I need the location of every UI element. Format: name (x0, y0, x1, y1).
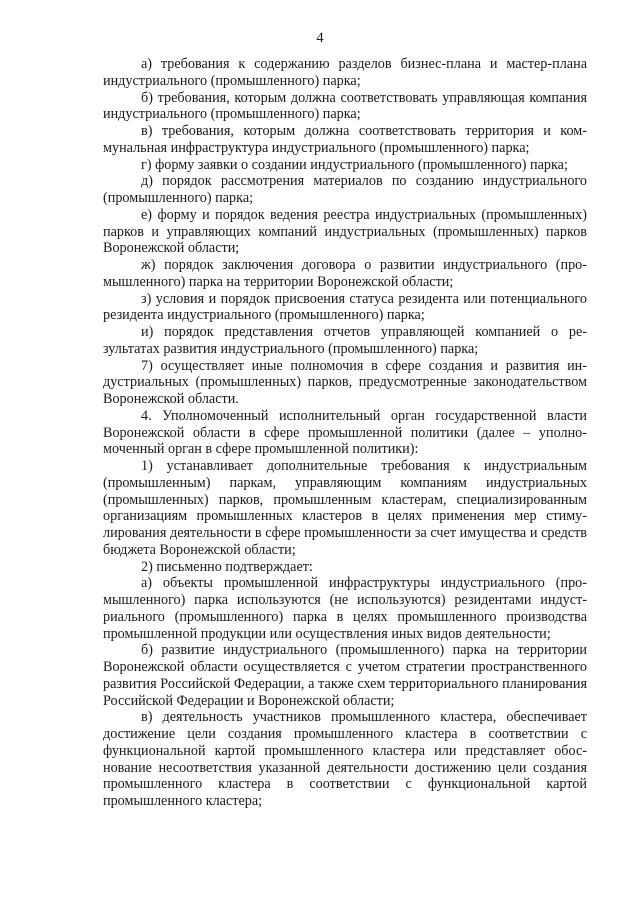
paragraph-subitem-a-infrastructure-use: а) объекты промышленной инфраструктуры индустриального (промышленного) парка используются (не используются) резидентами индустриального (промышленного) парка в целях промышленного производства промышленной продукции или осуществления иных видов деятельности; (103, 575, 587, 642)
paragraph-item-z-resident-status: з) условия и порядок присвоения статуса резидента или потенциального резидента индустриального (промышленного) парка; (103, 290, 587, 324)
paragraph-item-d-review-procedure: д) порядок рассмотрения материалов по созданию индустриального (промышленного) парка; (103, 173, 587, 206)
page-number: 4 (316, 30, 324, 46)
paragraph-subitem-b-spatial-strategy: б) развитие индустриального (промышленного) парка на территории Воронежской области осуществляется с учетом стратегии пространственного развития Российской Федерации, а также схем территориального планирования Российской Федерации и Воронежской области; (103, 642, 587, 709)
paragraph-item-1-additional-requirements: 1) устанавливает дополнительные требования к индустриальным (промышленным) паркам, управляющим компаниям индустриальных (промышленных) парков, промышленным кластерам, специализированным организациям промышленных кластеров в целях применения мер стимулирования деятельности в сфере промышленности за счет имущества и средств бюджета Воронежской области; (103, 458, 587, 558)
paragraph-subitem-v-cluster-activity: в) деятельность участников промышленного кластера, обеспечивает достижение цели создания промышленного кластера в соответствии с функциональной картой промышленного кластера или представляет обоснование несоответствия указанной деятельности достижению цели создания промышленного кластера в соответствии с функциональной картой промышленного кластера; (103, 709, 587, 809)
paragraph-item-7-other-powers: 7) осуществляет иные полномочия в сфере создания и развития индустриальных (промышленных) парков, предусмотренные законодательством Воронежской области. (103, 357, 587, 407)
paragraph-item-g-application-form: г) форму заявки о создании индустриального (промышленного) парка; (141, 156, 568, 173)
document-body (103, 56, 587, 810)
paragraph-section-4-authorized-body: 4. Уполномоченный исполнительный орган государственной власти Воронежской области в сфере промышленной политики (далее – уполномоченный орган в сфере промышленной политики): (103, 407, 587, 458)
paragraph-item-a-business-plan: а) требования к содержанию разделов бизнес-плана и мастер-плана индустриального (промышленного) парка; (103, 56, 587, 89)
paragraph-item-e-registry: е) форму и порядок ведения реестра индустриальных (промышленных) парков и управляющих компаний индустриальных (промышленных) парков Воронежской области; (103, 206, 587, 257)
paragraph-item-2-confirms: 2) письменно подтверждает: (141, 558, 313, 575)
paragraph-item-i-reports: и) порядок представления отчетов управляющей компанией о результатах развития индустриального (промышленного) парка; (103, 324, 587, 357)
paragraph-item-b-management-company: б) требования, которым должна соответствовать управляющая компания индустриального (промышленного) парка; (103, 89, 587, 123)
paragraph-item-v-territory: в) требования, которым должна соответствовать территория и коммунальная инфраструктура индустриального (промышленного) парка; (103, 123, 587, 156)
paragraph-item-zh-development-agreement: ж) порядок заключения договора о развитии индустриального (промышленного) парка на территории Воронежской области; (103, 257, 587, 290)
